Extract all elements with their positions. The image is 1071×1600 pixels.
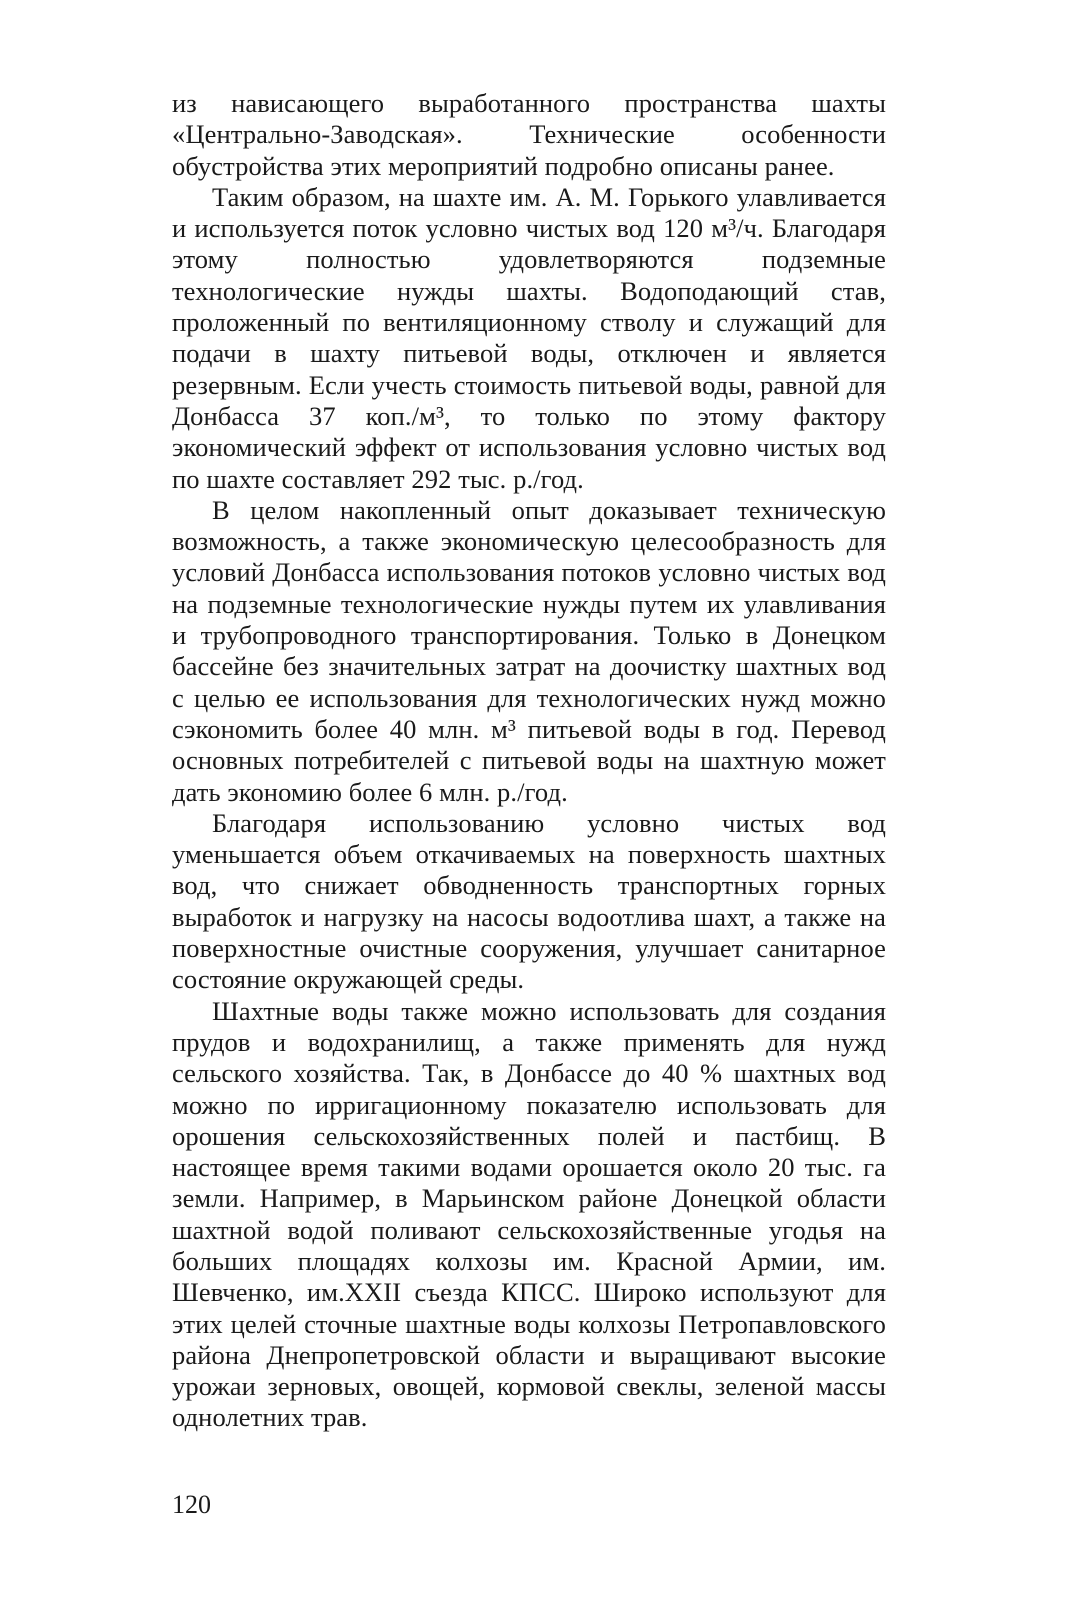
page-number: 120 [172,1490,211,1519]
paragraph-gorky-mine: Таким образом, на шахте им. А. М. Горького улавливается и используется поток условно чистых вод 120 м³/ч. Благодаря этому полностью удовлетворяются подземные технологические нужды шахты. Водоподающий став, проложенный по вентиляционному стволу и служащий для подачи в шахту питьевой воды, отключен и является резервным. Если учесть стоимость питьевой воды, равной для Донбасса 37 коп./м³, то только по этому фактору экономический эффект от использования условно чистых вод по шахте составляет 292 тыс. р./год. [172,181,886,494]
body-text [172,88,886,1434]
paragraph-agriculture: Шахтные воды также можно использовать для создания прудов и водохранилищ, а также применять для нужд сельского хозяйства. Так, в Донбассе до 40 % шахтных вод можно по ирригационному показателю использовать для орошения сельскохозяйственных полей и пастбищ. В настоящее время такими водами орошается около 20 тыс. га земли. Например, в Марьинском районе Донецкой области шахтной водой поливают сельскохозяйственные угодья на больших площадях колхозы им. Красной Армии, им. Шевченко, им.XXII съезда КПСС. Широко используют для этих целей сточные шахтные воды колхозы Петропавловского района Днепропетровской области и выращивают высокие урожаи зерновых, овощей, кормовой свеклы, зеленой массы однолетних трав. [172,995,886,1433]
paragraph-accumulated-experience: В целом накопленный опыт доказывает техническую возможность, а также экономическую целесообразность для условий Донбасса использования потоков условно чистых вод на подземные технологические нужды путем их улавливания и трубопроводного транспортирования. Только в Донецком бассейне без значительных затрат на доочистку шахтных вод с целью ее использования для технологических нужд можно сэкономить более 40 млн. м³ питьевой воды в год. Перевод основных потребителей с питьевой воды на шахтную может дать экономию более 6 млн. р./год. [172,494,886,807]
paragraph-reduced-pumping: Благодаря использованию условно чистых вод уменьшается объем откачиваемых на поверхность шахтных вод, что снижает обводненность транспортных горных выработок и нагрузку на насосы водоотлива шахт, а также на поверхностные очистные сооружения, улучшает санитарное состояние окружающей среды. [172,807,886,995]
paragraph-continued: из нависающего выработанного пространства шахты «Центрально-Заводская». Технические особенности обустройства этих мероприятий подробно описаны ранее. [172,88,886,181]
